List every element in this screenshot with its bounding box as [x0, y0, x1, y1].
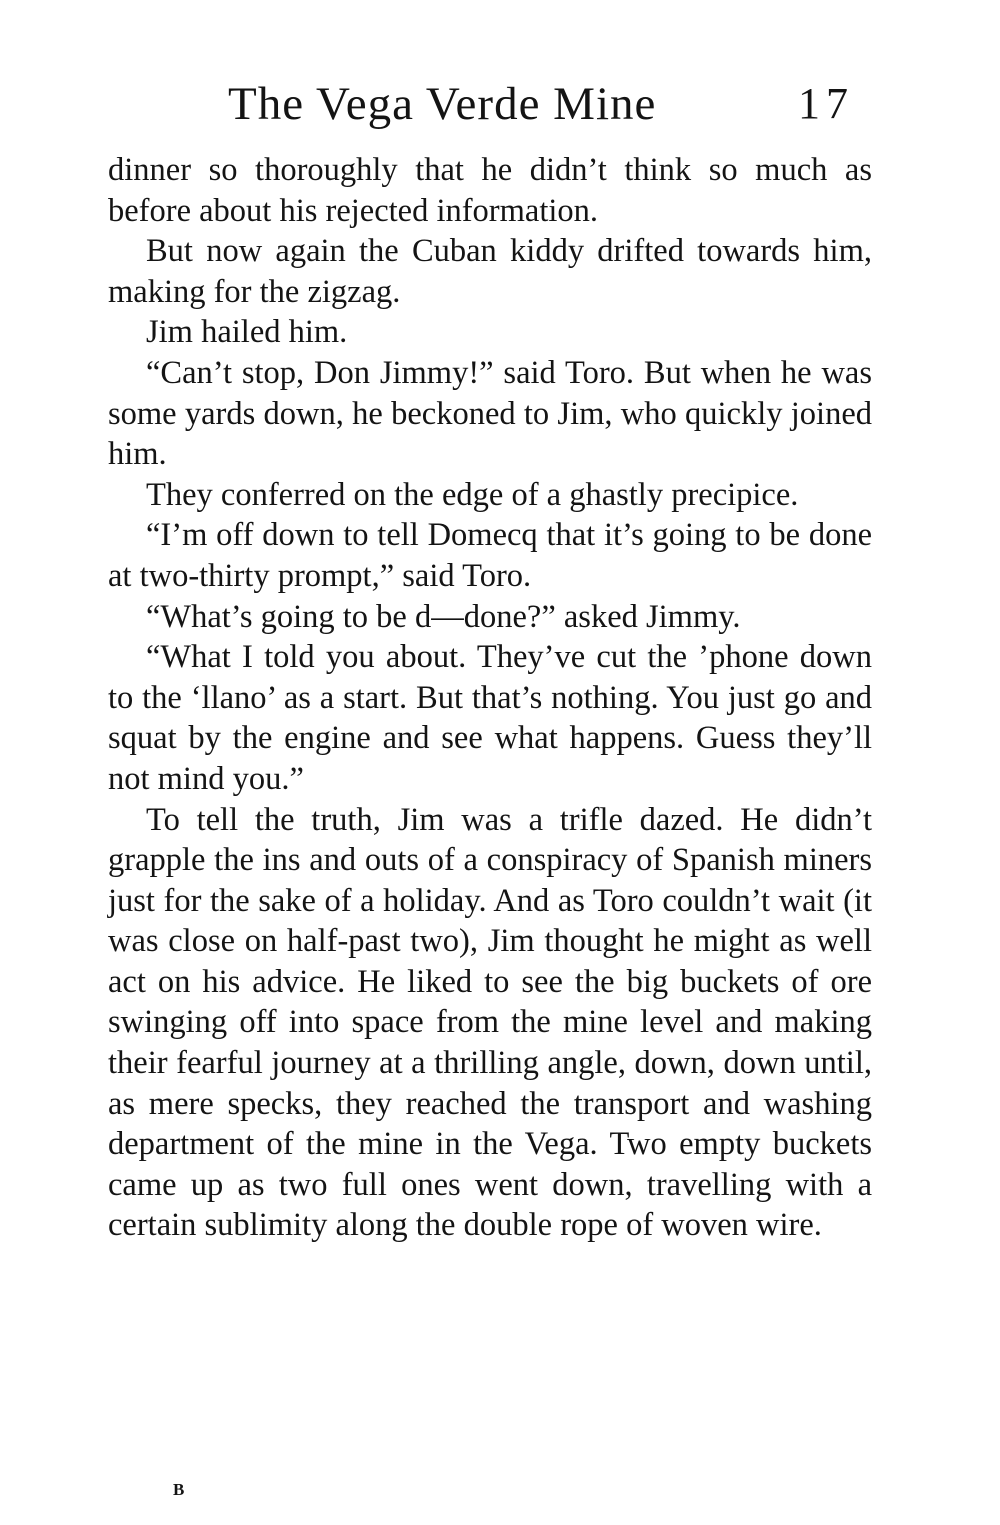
paragraph-5: They conferred on the edge of a ghastly precipice.	[146, 476, 799, 513]
paragraph-7: “What’s going to be d—done?” asked Jimmy.	[146, 598, 741, 635]
paragraph-2: But now again the Cuban kiddy drifted towards him, making for the zigzag.	[108, 233, 872, 310]
page-header	[108, 72, 872, 136]
body-text	[108, 150, 872, 1246]
paragraph-6: “I’m off down to tell Domecq that it’s going to be done at two-thirty prompt,” said Toro.	[108, 517, 872, 594]
signature-mark: B	[173, 1480, 186, 1499]
paragraph-1: dinner so thoroughly that he didn’t think so much as before about his rejected information.	[108, 152, 872, 229]
paragraph-4: “Can’t stop, Don Jimmy!” said Toro. But when he was some yards down, he beckoned to Jim, who quickly joined him.	[108, 354, 872, 473]
page-number: 17	[798, 79, 854, 128]
paragraph-3: Jim hailed him.	[146, 314, 348, 351]
paragraph-9: To tell the truth, Jim was a trifle dazed. He didn’t grapple the ins and outs of a conspiracy of Spanish miners just for the sake of a holiday. And as Toro couldn’t wait (it was close on half-past two), Jim thought he might as well act on his advice. He liked to see the big buckets of ore swinging off into space from the mine level and making their fearful journey at a thrilling angle, down, down until, as mere specks, they reached the transport and washing department of the mine in the Vega. Two empty buckets came up as two full ones went down, travelling with a certain sublimity along the double rope of woven wire.	[108, 801, 872, 1244]
running-title: The Vega Verde Mine	[228, 78, 657, 130]
paragraph-8: “What I told you about. They’ve cut the ’phone down to the ‘llano’ as a start. But that’s nothing. You just go and squat by the engine and see what happens. Guess they’ll not mind you.”	[108, 639, 872, 797]
